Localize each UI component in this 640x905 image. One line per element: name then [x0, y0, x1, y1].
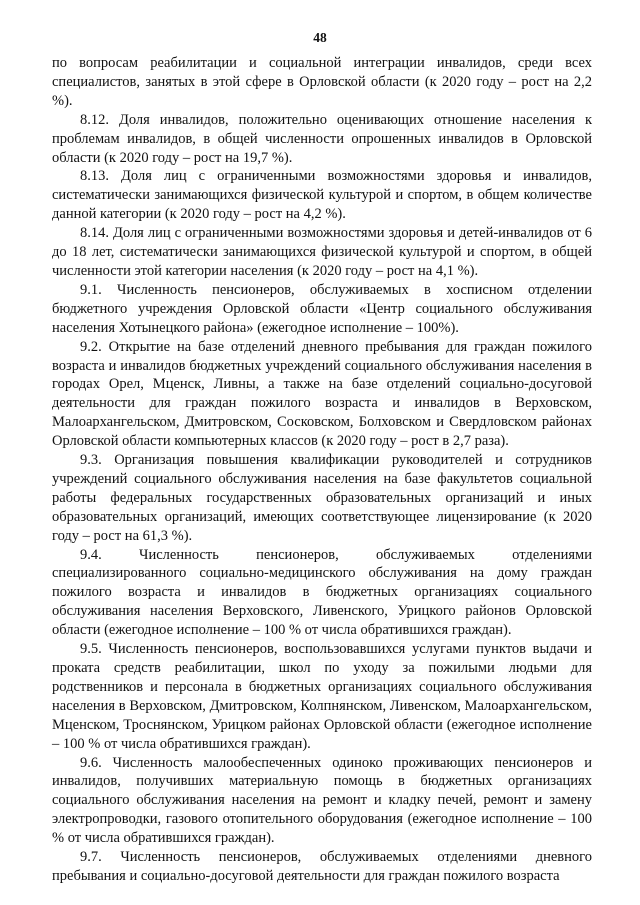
paragraph-8-14: 8.14. Доля лиц с ограниченными возможностями здоровья и детей-инвалидов от 6 до 18 лет, систематически занимающихся физической культурой и спортом, в общей численности этой категории населения (к 2020 году – рост на 4,1 %).	[52, 225, 592, 279]
paragraph-9-1: 9.1. Численность пенсионеров, обслуживаемых в хосписном отделении бюджетного учреждения Орловской области «Центр социального обслуживания населения Хотынецкого района» (ежегодное исполнение – 100%).	[52, 281, 592, 336]
page-number: 48	[313, 30, 327, 45]
paragraph-9-4: 9.4. Численность пенсионеров, обслуживаемых отделениями специализированного социально-медицинского обслуживания на дому граждан пожилого возраста и инвалидов в бюджетных организациях социального обслуживания населения Верховского, Ливенского, Урицкого районов Орловской области (ежегодное исполнение – 100 % от числа обратившихся граждан).	[52, 546, 592, 639]
document-body	[52, 54, 592, 886]
paragraph-9-6: 9.6. Численность малообеспеченных одиноко проживающих пенсионеров и инвалидов, получивших материальную помощь в бюджетных организациях социального обслуживания населения на ремонт и кладку печей, ремонт и замену электропроводки, газового отопительного оборудования (ежегодное исполнение – 100 % от числа обратившихся граждан).	[52, 754, 592, 847]
paragraph-continuation: по вопросам реабилитации и социальной интеграции инвалидов, среди всех специалистов, занятых в этой сфере в Орловской области (к 2020 году – рост на 2,2 %).	[52, 55, 592, 109]
paragraph-8-12: 8.12. Доля инвалидов, положительно оценивающих отношение населения к проблемам инвалидов, в общей численности опрошенных инвалидов в Орловской области (к 2020 году – рост на 19,7 %).	[52, 111, 592, 166]
paragraph-9-2: 9.2. Открытие на базе отделений дневного пребывания для граждан пожилого возраста и инвалидов бюджетных учреждений социального обслуживания населения в городах Орел, Мценск, Ливны, а также на базе отделений социально-досуговой деятельности для граждан пожилого возраста и инвалидов в Верховском, Малоархангельском, Дмитровском, Сосковском, Болховском и Свердловском районах Орловской области компьютерных классов (к 2020 году – рост в 2,7 раза).	[52, 338, 592, 450]
paragraph-8-13: 8.13. Доля лиц с ограниченными возможностями здоровья и инвалидов, систематически занимающихся физической культурой и спортом, в общем количестве данной категории (к 2020 году – рост на 4,2 %).	[52, 168, 592, 223]
paragraph-9-5: 9.5. Численность пенсионеров, воспользовавшихся услугами пунктов выдачи и проката средств реабилитации, школ по уходу за пожилыми людьми для родственников и персонала в бюджетных организациях социального обслуживания населения в Верховском, Дмитровском, Колпнянском, Ливенском, Малоархангельском, Мценском, Троснянском, Урицком районах Орловской области (ежегодное исполнение – 100 % от числа обратившихся граждан).	[52, 641, 592, 752]
paragraph-9-7: 9.7. Численность пенсионеров, обслуживаемых отделениями дневного пребывания и социально-досуговой деятельности для граждан пожилого возраста	[52, 849, 592, 884]
paragraph-9-3: 9.3. Организация повышения квалификации руководителей и сотрудников учреждений социального обслуживания населения на базе факультетов социальной работы федеральных государственных образовательных организаций и иных образовательных организаций, имеющих соответствующее лицензирование (к 2020 году – рост на 61,3 %).	[52, 452, 592, 544]
